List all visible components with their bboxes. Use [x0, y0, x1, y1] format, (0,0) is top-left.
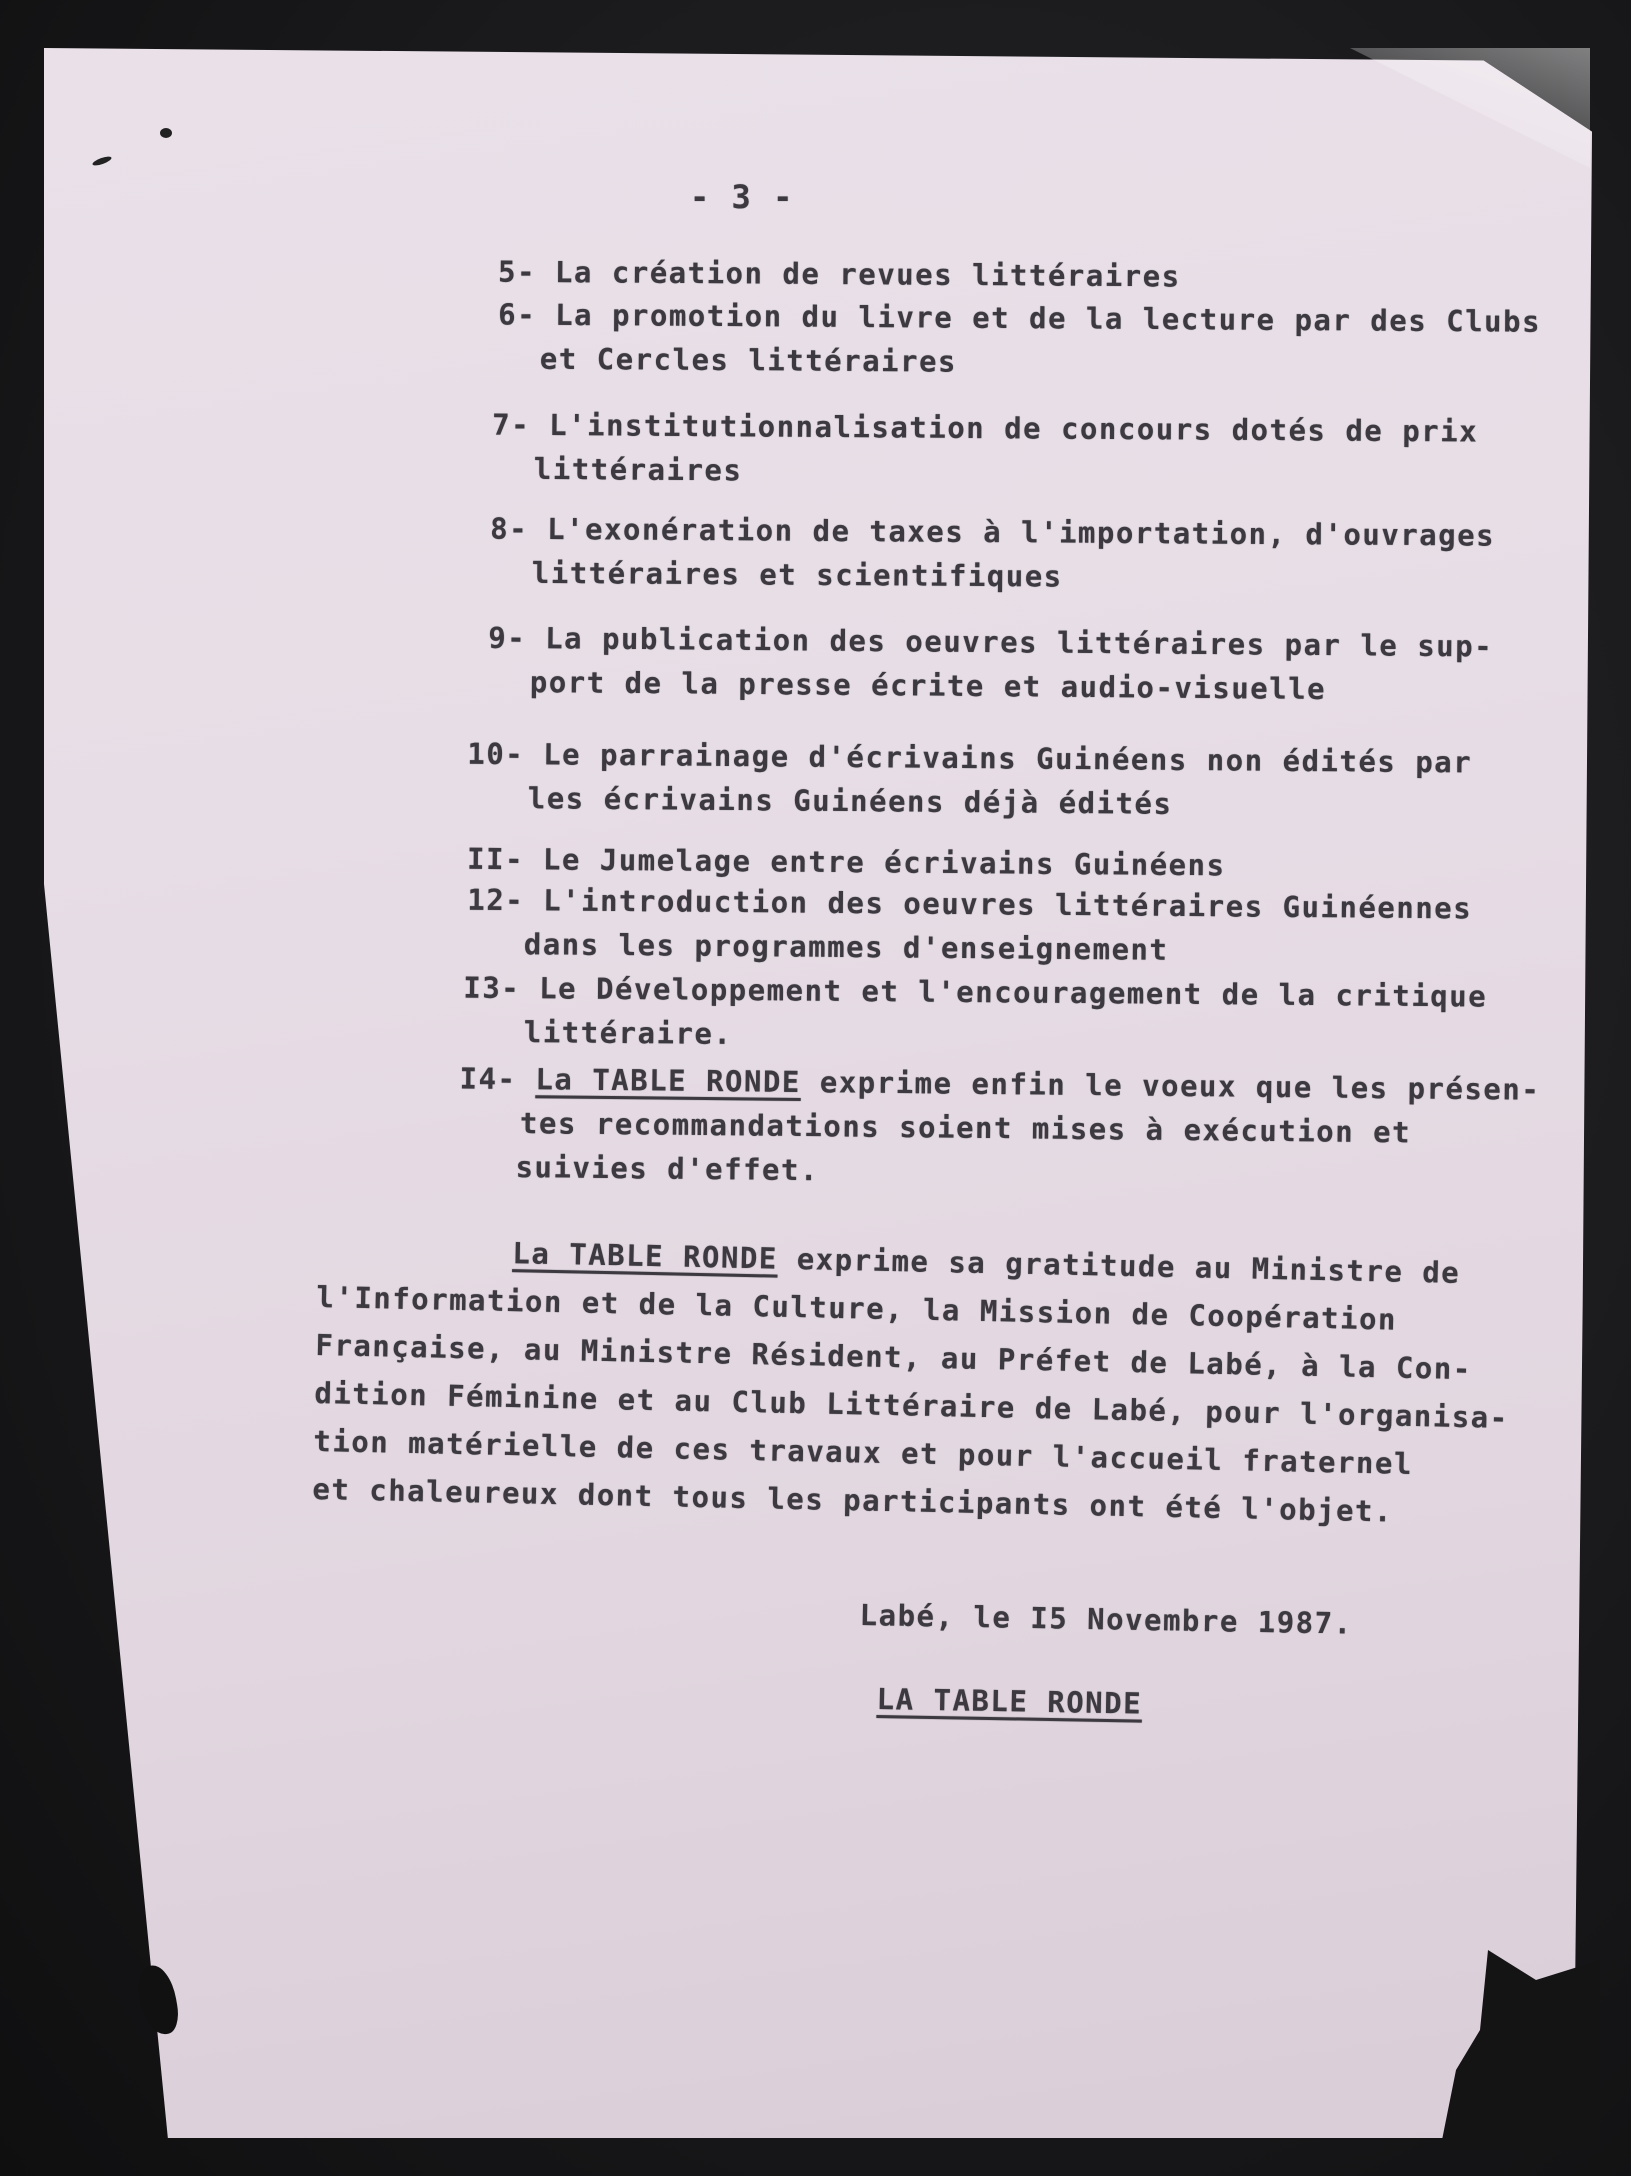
table-ronde-lead: La TABLE RONDE — [512, 1236, 779, 1276]
item-text: Le parrainage d'écrivains Guinéens non édités par — [543, 737, 1473, 780]
paragraph-line: Française, au Ministre Résident, au Préfet de Labé, à la Con- — [315, 1327, 1473, 1387]
item-text-continued: tes recommandations soient mises à exécution et — [519, 1106, 1412, 1150]
item-text: Le Développement et l'encouragement de la critique — [539, 971, 1488, 1014]
item-number: I4- — [459, 1061, 517, 1097]
item-text-continued: littéraires — [533, 451, 743, 488]
item-text: La promotion du livre et de la lecture par des Clubs — [555, 297, 1542, 339]
list-item — [468, 616, 1494, 713]
list-item — [478, 250, 1181, 299]
place-and-date: Labé, le I5 Novembre 1987. — [859, 1598, 1353, 1641]
item-number: 10- — [467, 736, 525, 772]
item-number: 6- — [498, 297, 537, 332]
item-number: 5- — [497, 254, 537, 289]
item-text: Le Jumelage entre écrivains Guinéens — [542, 842, 1226, 883]
paragraph-line: dition Féminine et au Club Littéraire de Labé, pour l'organisa- — [314, 1375, 1510, 1435]
item-number: 9- — [488, 620, 527, 656]
item-text-continued: suivies d'effet. — [515, 1150, 820, 1188]
item-number: 12- — [467, 882, 525, 918]
item-text: La création de revues littéraires — [554, 255, 1181, 294]
paragraph-line: l'Information et de la Culture, la Mission de Coopération — [316, 1279, 1398, 1337]
item-text-continued: dans les programmes d'enseignement — [523, 927, 1169, 967]
list-item — [439, 1056, 1540, 1200]
list-item — [470, 506, 1496, 601]
list-item — [444, 965, 1488, 1062]
table-ronde-lead: La TABLE RONDE — [535, 1062, 802, 1100]
item-text: L'introduction des oeuvres littéraires Guinéennes — [543, 883, 1473, 926]
item-text: La publication des oeuvres littéraires par le sup- — [545, 621, 1494, 664]
item-number: 7- — [492, 407, 531, 442]
signatory: LA TABLE RONDE — [876, 1682, 1143, 1721]
list-item — [472, 402, 1479, 497]
list-item — [478, 292, 1541, 387]
item-text-continued: les écrivains Guinéens déjà édités — [527, 781, 1173, 821]
paragraph-line: tion matérielle de ces travaux et pour l'accueil fraternel — [313, 1423, 1414, 1481]
item-text: exprime enfin le voeux que les présen- — [800, 1065, 1541, 1107]
paragraph-line: et chaleureux dont tous les participants ont été l'objet. — [312, 1471, 1394, 1529]
item-text-continued: et Cercles littéraires — [539, 341, 958, 379]
item-number: 8- — [490, 511, 529, 546]
item-text-continued: littéraire. — [523, 1015, 733, 1051]
list-item — [448, 732, 1473, 829]
item-text: L'institutionnalisation de concours dotés de prix — [549, 408, 1479, 449]
list-item — [448, 878, 1473, 975]
item-number: I3- — [463, 970, 521, 1006]
item-text: L'exonération de taxes à l'importation, d'ouvrages — [547, 511, 1496, 553]
page-number: - 3 - — [690, 178, 794, 216]
item-text-continued: littéraires et scientifiques — [531, 555, 1063, 594]
paragraph-line: La TABLE RONDE exprime sa gratitude au Ministre de — [512, 1236, 1461, 1290]
item-text-continued: port de la presse écrite et audio-visuelle — [529, 665, 1327, 707]
closing-paragraph — [312, 1225, 1568, 1539]
item-number: II- — [466, 841, 525, 877]
